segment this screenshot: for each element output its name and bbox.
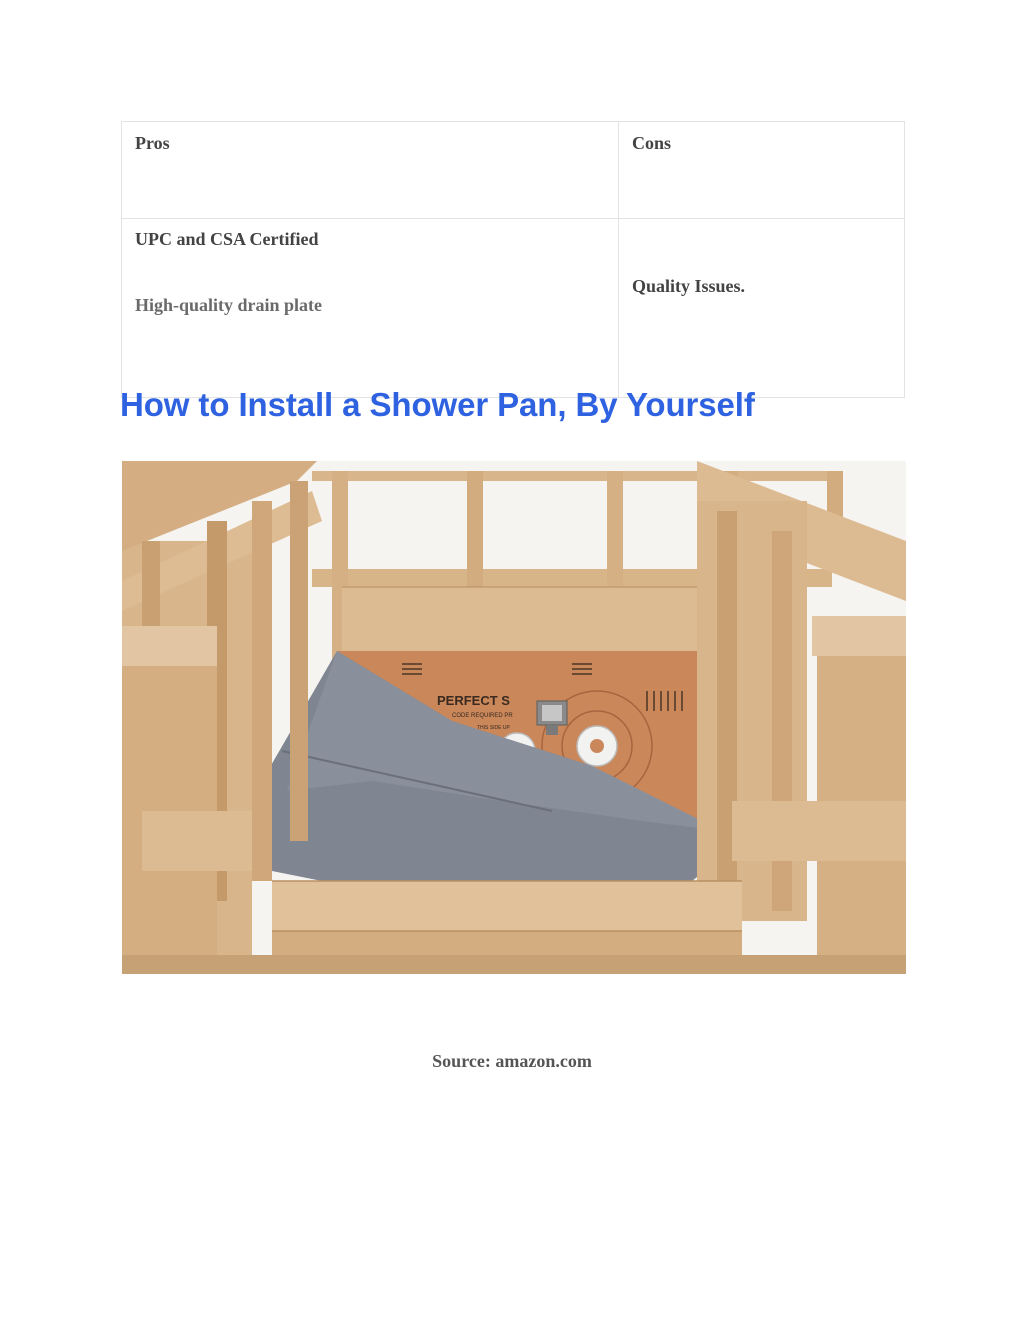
pros-header: Pros (122, 122, 619, 219)
pro-item: High-quality drain plate (135, 295, 323, 315)
shower-pan-photo (122, 461, 906, 974)
pro-item: UPC and CSA Certified (135, 229, 319, 249)
pros-cell (122, 219, 619, 398)
cons-header: Cons (619, 122, 905, 219)
table-header-row (122, 122, 905, 219)
image-source-caption: Source: amazon.com (432, 1051, 592, 1071)
cons-cell (619, 219, 905, 398)
printed-code-text: CODE REQUIRED PR (452, 713, 513, 719)
printed-brand-text: PERFECT S (437, 693, 510, 708)
printed-side-up-text: THIS SIDE UP (477, 725, 510, 731)
table-row (122, 219, 905, 398)
con-item: Quality Issues. (632, 276, 746, 296)
section-heading: How to Install a Shower Pan, By Yourself (120, 386, 755, 423)
pros-cons-table (121, 121, 905, 398)
